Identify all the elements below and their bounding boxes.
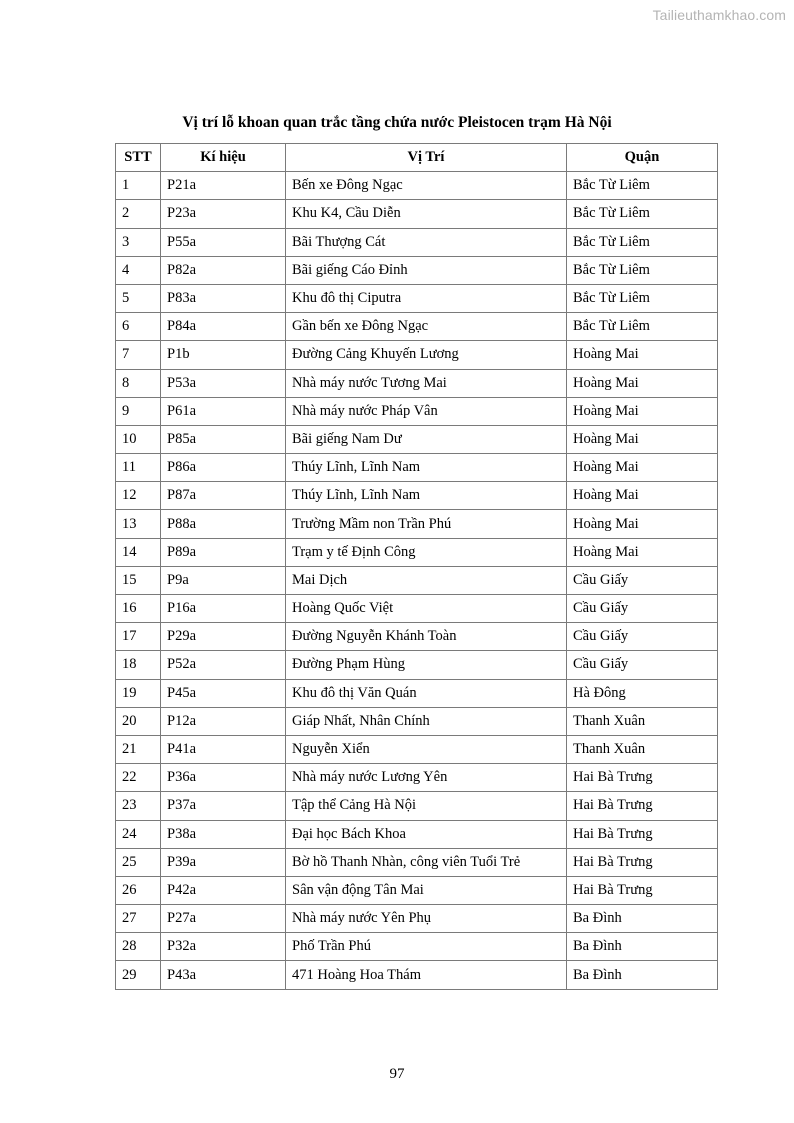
cell-location: Nhà máy nước Tương Mai bbox=[286, 369, 567, 397]
cell-code: P61a bbox=[161, 397, 286, 425]
table-row bbox=[116, 200, 718, 228]
cell-code: P12a bbox=[161, 707, 286, 735]
cell-location: Trường Mầm non Trần Phú bbox=[286, 510, 567, 538]
table-row bbox=[116, 961, 718, 989]
cell-district: Cầu Giấy bbox=[567, 566, 718, 594]
cell-stt: 12 bbox=[116, 482, 161, 510]
cell-code: P55a bbox=[161, 228, 286, 256]
cell-code: P29a bbox=[161, 623, 286, 651]
table-row bbox=[116, 341, 718, 369]
cell-stt: 7 bbox=[116, 341, 161, 369]
cell-location: Bãi giếng Nam Dư bbox=[286, 425, 567, 453]
cell-stt: 9 bbox=[116, 397, 161, 425]
cell-code: P85a bbox=[161, 425, 286, 453]
cell-code: P36a bbox=[161, 764, 286, 792]
cell-stt: 14 bbox=[116, 538, 161, 566]
cell-district: Bắc Từ Liêm bbox=[567, 313, 718, 341]
cell-location: Gần bến xe Đông Ngạc bbox=[286, 313, 567, 341]
cell-location: Thúy Lĩnh, Lĩnh Nam bbox=[286, 454, 567, 482]
cell-location: Khu K4, Cầu Diễn bbox=[286, 200, 567, 228]
table-row bbox=[116, 425, 718, 453]
table-row bbox=[116, 566, 718, 594]
cell-code: P53a bbox=[161, 369, 286, 397]
cell-location: Giáp Nhất, Nhân Chính bbox=[286, 707, 567, 735]
table-row bbox=[116, 595, 718, 623]
table-row bbox=[116, 369, 718, 397]
cell-code: P89a bbox=[161, 538, 286, 566]
cell-location: Khu đô thị Ciputra bbox=[286, 284, 567, 312]
cell-district: Bắc Từ Liêm bbox=[567, 200, 718, 228]
cell-code: P41a bbox=[161, 735, 286, 763]
cell-district: Hai Bà Trưng bbox=[567, 764, 718, 792]
cell-code: P83a bbox=[161, 284, 286, 312]
cell-district: Cầu Giấy bbox=[567, 651, 718, 679]
cell-stt: 19 bbox=[116, 679, 161, 707]
table-row bbox=[116, 820, 718, 848]
cell-stt: 5 bbox=[116, 284, 161, 312]
cell-code: P52a bbox=[161, 651, 286, 679]
cell-location: 471 Hoàng Hoa Thám bbox=[286, 961, 567, 989]
cell-district: Hai Bà Trưng bbox=[567, 792, 718, 820]
cell-location: Sân vận động Tân Mai bbox=[286, 876, 567, 904]
cell-code: P84a bbox=[161, 313, 286, 341]
cell-code: P21a bbox=[161, 172, 286, 200]
header-location: Vị Trí bbox=[286, 144, 567, 172]
cell-stt: 8 bbox=[116, 369, 161, 397]
cell-stt: 20 bbox=[116, 707, 161, 735]
cell-location: Phố Trần Phú bbox=[286, 933, 567, 961]
cell-location: Mai Dịch bbox=[286, 566, 567, 594]
cell-district: Bắc Từ Liêm bbox=[567, 228, 718, 256]
cell-code: P86a bbox=[161, 454, 286, 482]
table-row bbox=[116, 510, 718, 538]
table-row bbox=[116, 454, 718, 482]
table-row bbox=[116, 284, 718, 312]
cell-location: Nguyễn Xiển bbox=[286, 735, 567, 763]
cell-code: P42a bbox=[161, 876, 286, 904]
table-row bbox=[116, 707, 718, 735]
cell-district: Hoàng Mai bbox=[567, 369, 718, 397]
cell-stt: 29 bbox=[116, 961, 161, 989]
cell-code: P1b bbox=[161, 341, 286, 369]
cell-stt: 10 bbox=[116, 425, 161, 453]
cell-district: Hoàng Mai bbox=[567, 397, 718, 425]
cell-district: Ba Đình bbox=[567, 961, 718, 989]
cell-district: Hai Bà Trưng bbox=[567, 820, 718, 848]
cell-location: Đường Nguyễn Khánh Toàn bbox=[286, 623, 567, 651]
cell-location: Thúy Lĩnh, Lĩnh Nam bbox=[286, 482, 567, 510]
cell-stt: 17 bbox=[116, 623, 161, 651]
table-row bbox=[116, 848, 718, 876]
cell-stt: 2 bbox=[116, 200, 161, 228]
cell-code: P9a bbox=[161, 566, 286, 594]
cell-stt: 24 bbox=[116, 820, 161, 848]
cell-location: Nhà máy nước Pháp Vân bbox=[286, 397, 567, 425]
header-stt: STT bbox=[116, 144, 161, 172]
cell-stt: 22 bbox=[116, 764, 161, 792]
cell-district: Cầu Giấy bbox=[567, 623, 718, 651]
cell-district: Hoàng Mai bbox=[567, 482, 718, 510]
cell-location: Khu đô thị Văn Quán bbox=[286, 679, 567, 707]
cell-location: Tập thể Cảng Hà Nội bbox=[286, 792, 567, 820]
cell-district: Ba Đình bbox=[567, 905, 718, 933]
cell-code: P87a bbox=[161, 482, 286, 510]
cell-stt: 26 bbox=[116, 876, 161, 904]
table-header-row bbox=[116, 144, 718, 172]
table-row bbox=[116, 256, 718, 284]
table-row bbox=[116, 623, 718, 651]
cell-stt: 25 bbox=[116, 848, 161, 876]
header-code: Kí hiệu bbox=[161, 144, 286, 172]
table-row bbox=[116, 651, 718, 679]
table-row bbox=[116, 792, 718, 820]
cell-stt: 21 bbox=[116, 735, 161, 763]
cell-district: Hoàng Mai bbox=[567, 341, 718, 369]
table-row bbox=[116, 228, 718, 256]
page-number: 97 bbox=[389, 1066, 405, 1082]
cell-location: Đại học Bách Khoa bbox=[286, 820, 567, 848]
cell-stt: 18 bbox=[116, 651, 161, 679]
table-body bbox=[116, 172, 718, 989]
cell-code: P23a bbox=[161, 200, 286, 228]
table-row bbox=[116, 313, 718, 341]
cell-district: Hoàng Mai bbox=[567, 510, 718, 538]
cell-location: Đường Phạm Hùng bbox=[286, 651, 567, 679]
cell-location: Bãi Thượng Cát bbox=[286, 228, 567, 256]
cell-code: P27a bbox=[161, 905, 286, 933]
cell-location: Đường Cảng Khuyến Lương bbox=[286, 341, 567, 369]
cell-stt: 3 bbox=[116, 228, 161, 256]
cell-district: Hoàng Mai bbox=[567, 425, 718, 453]
table-row bbox=[116, 735, 718, 763]
cell-location: Bờ hồ Thanh Nhàn, công viên Tuổi Trẻ bbox=[286, 848, 567, 876]
table-row bbox=[116, 679, 718, 707]
cell-stt: 27 bbox=[116, 905, 161, 933]
cell-code: P38a bbox=[161, 820, 286, 848]
cell-location: Trạm y tế Định Công bbox=[286, 538, 567, 566]
cell-code: P82a bbox=[161, 256, 286, 284]
cell-location: Hoàng Quốc Việt bbox=[286, 595, 567, 623]
header-district: Quận bbox=[567, 144, 718, 172]
borehole-table bbox=[115, 143, 718, 990]
cell-district: Hoàng Mai bbox=[567, 538, 718, 566]
cell-code: P39a bbox=[161, 848, 286, 876]
cell-district: Thanh Xuân bbox=[567, 735, 718, 763]
cell-district: Bắc Từ Liêm bbox=[567, 284, 718, 312]
table-row bbox=[116, 172, 718, 200]
table-row bbox=[116, 397, 718, 425]
cell-district: Hai Bà Trưng bbox=[567, 876, 718, 904]
cell-stt: 1 bbox=[116, 172, 161, 200]
cell-code: P45a bbox=[161, 679, 286, 707]
table-title: Vị trí lỗ khoan quan trắc tầng chứa nước Pleistocen trạm Hà Nội bbox=[182, 114, 612, 131]
cell-code: P16a bbox=[161, 595, 286, 623]
cell-stt: 4 bbox=[116, 256, 161, 284]
cell-district: Thanh Xuân bbox=[567, 707, 718, 735]
cell-district: Bắc Từ Liêm bbox=[567, 256, 718, 284]
cell-district: Hai Bà Trưng bbox=[567, 848, 718, 876]
cell-code: P32a bbox=[161, 933, 286, 961]
table-row bbox=[116, 905, 718, 933]
cell-stt: 15 bbox=[116, 566, 161, 594]
cell-district: Hà Đông bbox=[567, 679, 718, 707]
cell-location: Nhà máy nước Yên Phụ bbox=[286, 905, 567, 933]
cell-code: P43a bbox=[161, 961, 286, 989]
cell-code: P88a bbox=[161, 510, 286, 538]
table-row bbox=[116, 933, 718, 961]
cell-stt: 13 bbox=[116, 510, 161, 538]
table-row bbox=[116, 764, 718, 792]
cell-location: Bãi giếng Cáo Đỉnh bbox=[286, 256, 567, 284]
cell-stt: 6 bbox=[116, 313, 161, 341]
table-row bbox=[116, 538, 718, 566]
cell-stt: 11 bbox=[116, 454, 161, 482]
cell-district: Hoàng Mai bbox=[567, 454, 718, 482]
cell-stt: 16 bbox=[116, 595, 161, 623]
cell-district: Cầu Giấy bbox=[567, 595, 718, 623]
cell-stt: 28 bbox=[116, 933, 161, 961]
watermark-text: Tailieuthamkhao.com bbox=[652, 7, 786, 23]
table-row bbox=[116, 482, 718, 510]
table-row bbox=[116, 876, 718, 904]
cell-location: Nhà máy nước Lương Yên bbox=[286, 764, 567, 792]
cell-stt: 23 bbox=[116, 792, 161, 820]
cell-location: Bến xe Đông Ngạc bbox=[286, 172, 567, 200]
cell-district: Ba Đình bbox=[567, 933, 718, 961]
cell-district: Bắc Từ Liêm bbox=[567, 172, 718, 200]
cell-code: P37a bbox=[161, 792, 286, 820]
